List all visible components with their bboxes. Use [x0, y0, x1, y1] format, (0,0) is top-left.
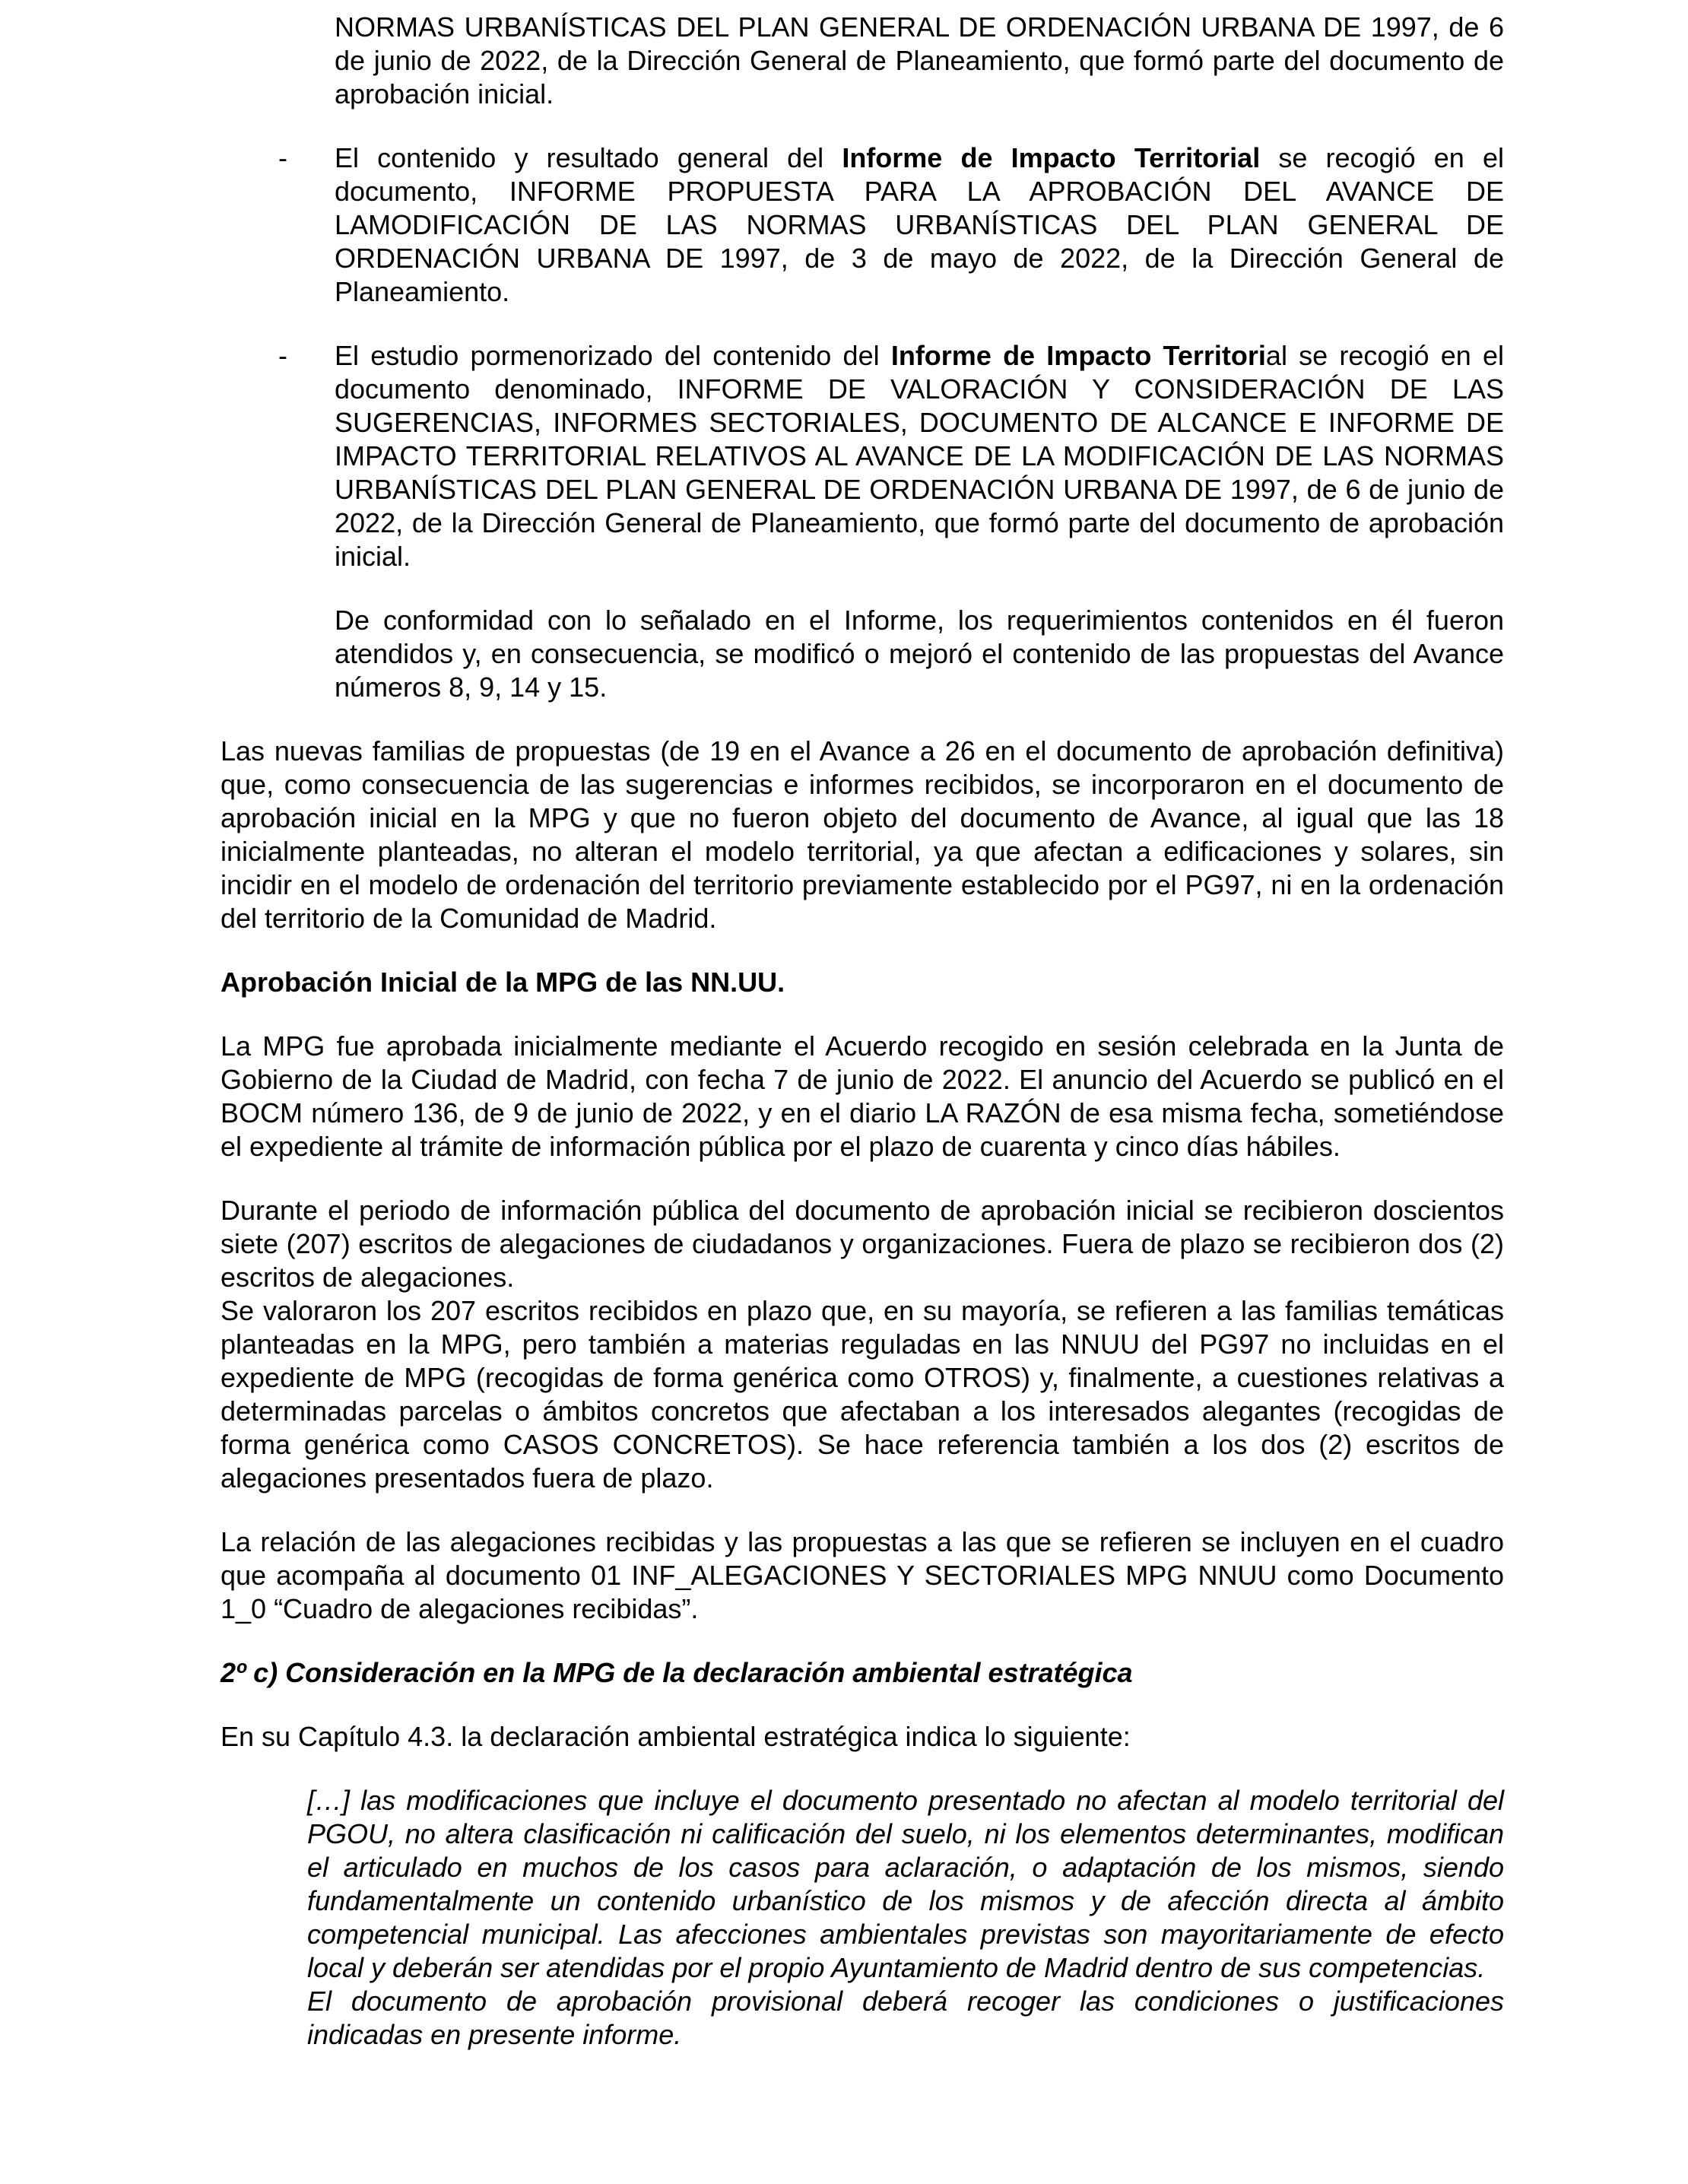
- bullet-marker: -: [278, 340, 287, 371]
- paragraph: [221, 1525, 1504, 1626]
- text-run: Se valoraron los 207 escritos recibidos en plazo que, en su mayoría, se refieren a las familias temáticas planteadas en la MPG, pero también a materias reguladas en las NNUU del PG97 no incluidas en el expediente de MPG (recogidas de forma genérica como OTROS) y, finalmente, a cuestiones relativas a determinadas parcelas o ámbitos concretos que afectaban a los interesados alegantes (recogidas de forma genérica como CASOS CONCRETOS). Se hace referencia también a los dos (2) escritos de alegaciones presentados fuera de plazo.: [221, 1295, 1504, 1494]
- bullet-marker: -: [278, 142, 287, 173]
- text-run: al se recogió en el documento denominado, INFORME DE VALORACIÓN Y CONSIDERACIÓN DE LAS SUGERENCIAS, INFORMES SECTORIALES, DOCUMENTO DE ALCANCE E INFORME DE IMPACTO TERRITORIAL RELATIVOS AL AVANCE DE LA MODIFICACIÓN DE LAS NORMAS URBANÍSTICAS DEL PLAN GENERAL DE ORDENACIÓN URBANA DE 1997, de 6 de junio de 2022, de la Dirección General de Planeamiento, que formó parte del documento de aprobación inicial.: [335, 340, 1505, 572]
- text-run: La relación de las alegaciones recibidas y las propuestas a las que se refieren se incluyen en el cuadro que acompaña al documento 01 INF_ALEGACIONES Y SECTORIALES MPG NNUU como Documento 1_0 “Cuadro de alegaciones recibidas”.: [221, 1526, 1504, 1624]
- text-run: En su Capítulo 4.3. la declaración ambiental estratégica indica lo siguiente:: [221, 1721, 1131, 1752]
- subsection-heading: [221, 1656, 1504, 1690]
- document-content: [221, 11, 1504, 2082]
- text-run: Durante el periodo de información pública del documento de aprobación inicial se recibieron doscientos siete (207) escritos de alegaciones de ciudadanos y organizaciones. Fuera de plazo se recibieron dos (2) escritos de alegaciones.: [221, 1195, 1504, 1293]
- paragraph: [221, 1720, 1504, 1754]
- paragraph: [221, 1294, 1504, 1495]
- text-run: Informe de Impacto Territori: [890, 340, 1266, 371]
- quote-paragraph: [307, 1985, 1504, 2052]
- text-run: […] las modificaciones que incluye el documento presentado no afectan al modelo territorial del PGOU, no altera clasificación ni calificación del suelo, ni los elementos determinantes, modifican el articulado en muchos de los casos para aclaración, o adaptación de los mismos, siendo fundamentalmente un contenido urbanístico de los mismos y de afección directa al ámbito competencial municipal. Las afecciones ambientales previstas son mayoritariamente de efecto local y deberán ser atendidas por el propio Ayuntamiento de Madrid dentro de sus competencias.: [307, 1785, 1504, 1983]
- text-run: NORMAS URBANÍSTICAS DEL PLAN GENERAL DE ORDENACIÓN URBANA DE 1997, de 6 de junio de 2022, de la Dirección General de Planeamiento, que formó parte del documento de aprobación inicial.: [335, 11, 1504, 110]
- section-heading: [221, 966, 1504, 999]
- quote-paragraph: [307, 1784, 1504, 1985]
- paragraph: [221, 1194, 1504, 1294]
- text-run: Las nuevas familias de propuestas (de 19 en el Avance a 26 en el documento de aprobación definitiva) que, como consecuencia de las sugerencias e informes recibidos, se incorporaron en el documento de aprobación inicial en la MPG y que no fueron objeto del documento de Avance, al igual que las 18 inicialmente planteadas, no alteran el modelo territorial, ya que afectan a edificaciones y solares, sin incidir en el modelo de ordenación del territorio previamente establecido por el PG97, ni en la ordenación del territorio de la Comunidad de Madrid.: [221, 735, 1504, 934]
- paragraph: [221, 1030, 1504, 1163]
- text-run: El documento de aprobación provisional deberá recoger las condiciones o justificaciones indicadas en presente informe.: [307, 1986, 1504, 2050]
- text-run: 2º c) Consideración en la MPG de la declaración ambiental estratégica: [221, 1657, 1133, 1688]
- text-run: Informe de Impacto Territorial: [842, 142, 1261, 173]
- text-run: La MPG fue aprobada inicialmente mediante el Acuerdo recogido en sesión celebrada en la Junta de Gobierno de la Ciudad de Madrid, con fecha 7 de junio de 2022. El anuncio del Acuerdo se publicó en el BOCM número 136, de 9 de junio de 2022, y en el diario LA RAZÓN de esa misma fecha, sometiéndose el expediente al trámite de información pública por el plazo de cuarenta y cinco días hábiles.: [221, 1030, 1504, 1162]
- paragraph: [221, 735, 1504, 935]
- bullet-text: [335, 339, 1504, 573]
- indented-paragraph: [335, 11, 1504, 111]
- text-run: El contenido y resultado general del: [335, 142, 842, 173]
- bullet-item: [221, 141, 1504, 309]
- text-run: se recogió en el documento, INFORME PROPUESTA PARA LA APROBACIÓN DEL AVANCE DE LAMODIFICACIÓN DE LAS NORMAS URBANÍSTICAS DEL PLAN GENERAL DE ORDENACIÓN URBANA DE 1997, de 3 de mayo de 2022, de la Dirección General de Planeamiento.: [335, 142, 1504, 307]
- text-run: El estudio pormenorizado del contenido del: [335, 340, 891, 371]
- bullet-text: [335, 141, 1504, 309]
- bullet-item: [221, 339, 1504, 573]
- indented-paragraph: [335, 604, 1504, 704]
- text-run: De conformidad con lo señalado en el Informe, los requerimientos contenidos en él fueron atendidos y, en consecuencia, se modificó o mejoró el contenido de las propuestas del Avance números 8, 9, 14 y 15.: [335, 605, 1504, 703]
- text-run: Aprobación Inicial de la MPG de las NN.UU.: [221, 967, 785, 998]
